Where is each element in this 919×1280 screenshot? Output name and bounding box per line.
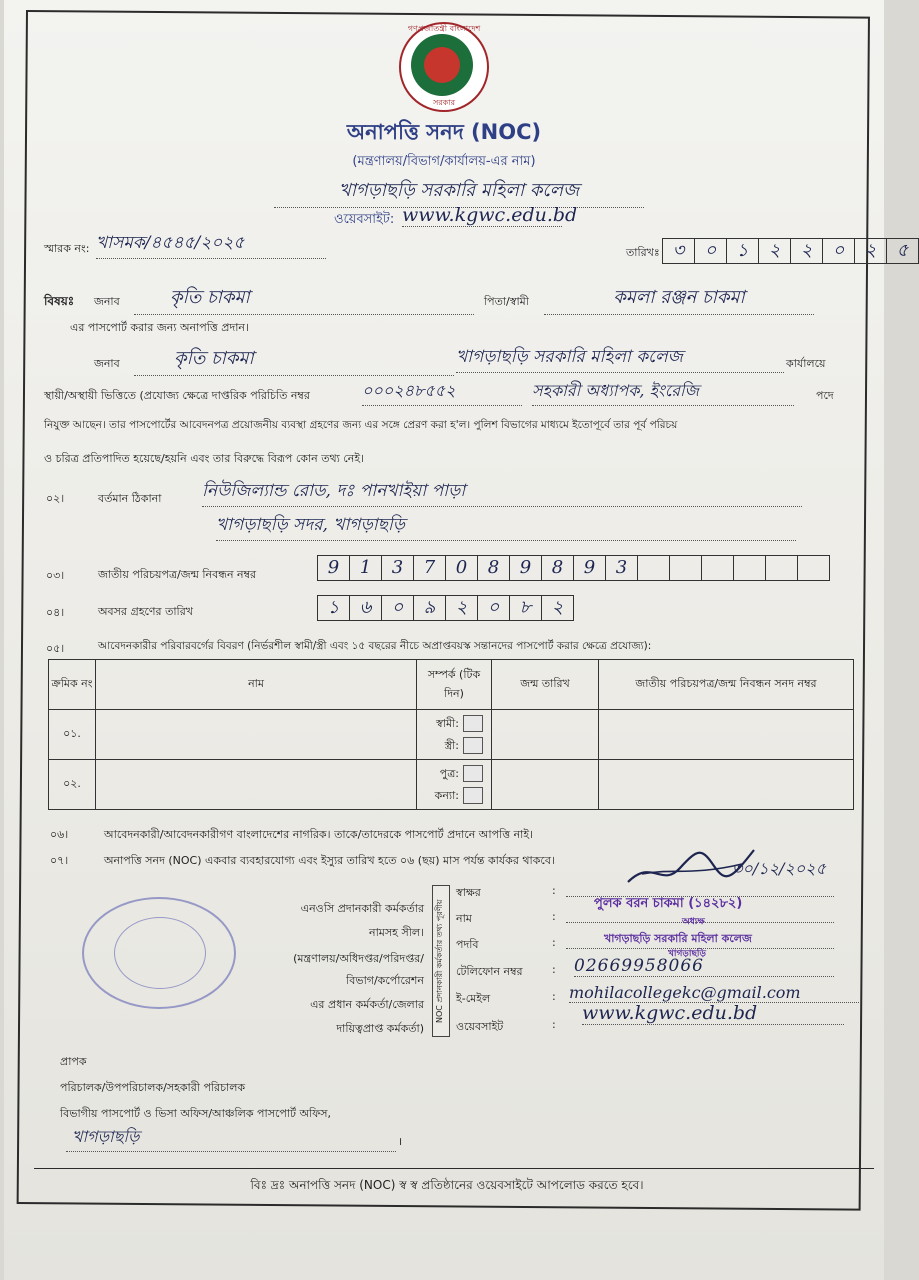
wife-checkbox[interactable] [463,737,483,754]
family-label: আবেদনকারীর পরিবারবর্গের বিবরণ (নির্ভরশীল স্বামী/স্ত্রী এবং ১৫ বছরের নীচে অপ্রাপ্তবয়স্ক সন্তানদের পাসপোর্ট করার ক্ষেত্রে প্রযোজ্য): [98,640,652,652]
nid-digit-box [765,555,798,581]
memo-label: স্মারক নং: [44,242,90,255]
nid-digit-box [701,555,734,581]
col-name: নাম [96,660,417,710]
page-title: অনাপত্তি সনদ (NOC) [346,120,542,144]
office-seal-stamp [82,897,236,1009]
nid-digit-box [733,555,766,581]
address-line-2: খাগড়াছড়ি সদর, খাগড়াছড়ি [216,512,796,541]
label-website: ওয়েবসাইট [456,1020,504,1033]
signatory-left-3: (মন্ত্রণালয়/অধিদপ্তর/পরিদপ্তর/ [293,952,424,965]
retirement-digit-box: ৮ [509,595,542,621]
recipient-label: প্রাপক [60,1055,87,1068]
father-name: কমলা রঞ্জন চাকমা [544,283,814,315]
nid-boxes [317,555,829,581]
nid-digit-box: 7 [413,555,446,581]
phone-value: 02669958066 [574,956,834,977]
nid-digit-box: 8 [477,555,510,581]
body-line-4: ও চরিত্র প্রতিপাদিত হয়েছে/হয়নি এবং তার বিরুদ্ধে বিরূপ কোন তথ্য নেই। [44,452,364,465]
designation-handwritten: সহকারী অধ্যাপক, ইংরেজি [532,378,794,406]
recipient-line-2: পরিচালক/উপপরিচালক/সহকারী পরিচালক [60,1081,246,1094]
signature-date: ৩০/১২/২০২৫ [732,859,826,878]
signatory-left-2: নামসহ সীল। [369,926,424,939]
nid-digit-box: 9 [509,555,542,581]
retirement-label: অবসর গ্রহণের তারিখ [98,605,193,618]
memo-number: খাসমক/৪৫৪৫/২০২৫ [96,230,326,259]
item-03-number: ০৩। [46,569,65,582]
col-birthdate: জন্ম তারিখ [492,660,599,710]
body-office: খাগড়াছড়ি সরকারি মহিলা কলেজ [456,344,784,373]
date-digit-box: ৩ [662,238,695,264]
nid-digit-box: 0 [445,555,478,581]
row-name-cell [96,760,417,810]
signatory-name-stamp: পুলক বরন চাকমা (১৪২৮২) [594,896,743,911]
label-phone: টেলিফোন নম্বর [456,965,523,978]
col-relation: সম্পর্ক (টিক দিন) [417,660,492,710]
row-nid-cell [599,710,854,760]
label-designation: পদবি [456,938,479,951]
body-janab: জনাব [94,357,120,370]
label-signature: স্বাক্ষর [456,886,481,899]
label-name: নাম [456,912,472,925]
note-06-text: আবেদনকারী/আবেদনকারীগণ বাংলাদেশের নাগরিক। তাকে/তাদেরকে পাসপোর্ট প্রদানে আপত্তি নাই। [104,828,534,841]
retirement-digit-box: ৬ [349,595,382,621]
label-email: ই-মেইল [456,992,491,1005]
retirement-digit-box: ৯ [413,595,446,621]
date-digit-box: ২ [790,238,823,264]
retirement-digit-box: ২ [541,595,574,621]
signatory-left-6: দায়িত্বপ্রাপ্ত কর্মকর্তা) [336,1022,424,1035]
nid-digit-box: 9 [317,555,350,581]
retirement-date-boxes [317,595,573,621]
issue-date-boxes [662,238,918,264]
date-digit-box: ১ [726,238,759,264]
nid-digit-box: 1 [349,555,382,581]
designation-stamp-2: খাগড়াছড়ি সরকারি মহিলা কলেজ [604,932,752,945]
retirement-digit-box: ২ [445,595,478,621]
row-nid-cell [599,760,854,810]
item-02-number: ০২। [46,492,65,505]
row-name-cell [96,710,417,760]
row-serial: ০২. [49,760,96,810]
subject-label: বিষয়ঃ [44,294,75,308]
designation-stamp-1: অধ্যক্ষ [682,917,705,927]
noc-paper: গণপ্রজাতন্ত্রী বাংলাদেশ সরকার অনাপত্তি সনদ (NOC) (মন্ত্রণালয়/বিভাগ/কার্যালয়-এর নাম) খাগড়াছড়ি সরকারি মহিলা কলেজ ওয়েবসাইট: www.kgwc.edu.bd স্মারক নং: খাসমক/৪৫৪৫/২০২৫ তারিখঃ ৩ ০ ১ ২ ২ ০ ২ ৫ বিষয়ঃ জনাব কৃতি চাকমা পিতা/স্বামী কমলা রঞ্জন চাকমা এর পাসপোর্ট করার জন্য অনাপত্তি প্রদান। জনাব কৃতি চাকমা খাগড়াছড়ি সরকারি মহিলা কলেজ কার্যালয়ে স্থায়ী/অস্থায়ী ভিত্তিতে (প্রযোজ্য ক্ষেত্রে দাপ্তরিক পরিচিতি নম্বর ০০০২৪৮৫৫২ সহকারী অধ্যাপক, ইংরেজি পদে নিযুক্ত আছেন। তার পাসপোর্টের আবেদনপত্র প্রয়োজনীয় ব্যবস্থা গ্রহণের জন্য এর সঙ্গে প্রেরণ করা হ'ল। পুলিশ বিভাগের মাধ্যমে ইতোপূর্বে তার পূর্ব পরিচয় ও চরিত্র প্রতিপাদিত হয়েছে/হয়নি এবং তার বিরুদ্ধে বিরূপ কোন তথ্য নেই। ০২। বর্তমান ঠিকানা নিউজিল্যান্ড রোড, দঃ পানখাইয়া পাড়া খাগড়াছড়ি সদর, খাগড়াছড়ি ০৩। জাতীয় পরিচয়পত্র/জন্ম নিবন্ধন নম্বর 9 1 3 7 0 8 9 8 9 3 ০৪। অবসর গ্রহণের তারিখ ১ ৬ ০ ৯ ২ ০ ৮ ২ ০৫। আবেদনকারীর পরিবারবর্গের বিবরণ (নির্ভরশীল স্বামী/স্ত্রী এবং ১৫ বছরের নীচে অপ্রাপ্তবয়স্ক সন্তানদের পাসপোর্ট করার ক্ষেত্রে প্রযোজ্য): ক্রমিক নং নাম সম্পর্ক (টিক দিন) জন্ম তারিখ জাতীয় পরিচয়পত্র/জন্ম নিবন্ধন সনদ নম্বর ০১. স্বামী: স্ত্রী: ০২. পুত্র: কন্যা: ০৬। আবেদনকারী/আবেদনকারীগণ বাংলাদেশের নাগরিক। তাকে/তাদেরকে পাসপোর্ট প্রদানে আপত্তি নাই। ০৭। অনাপত্তি সনদ (NOC) একবার ব্যবহারযোগ্য এবং ইস্যুর তারিখ হতে ০৬ (ছয়) মাস পর্যন্ত কার্যকর থাকবে। এনওসি প্রদানকারী কর্মকর্তার নামসহ সীল। (মন্ত্রণালয়/অধিদপ্তর/পরিদপ্তর/ বিভাগ/কর্পোরেশন এর প্রধান কর্মকর্তা/জেলার দায়িত্বপ্রাপ্ত কর্মকর্তা) NOC প্রদানকারী কর্মকর্তার তথ্য পূরণীয় স্বাক্ষর নাম পদবি টেলিফোন নম্বর ই-মেইল ওয়েবসাইট : : : : : : ৩০/১২/২০২৫ পুলক বরন চাকমা (১৪২৮২) অধ্যক্ষ খাগড়াছড়ি সরকারি মহিলা কলেজ খাগড়াছড়ি 02669958066 mohilacollegekc@gmail.com www.kgwc.edu.bd প্রাপক পরিচালক/উপপরিচালক/সহকারী পরিচালক বিভাগীয় পাসপোর্ট ও ভিসা অফিস/আঞ্চলিক পাসপোর্ট অফিস, খাগড়াছড়ি । বিঃ দ্রঃ অনাপত্তি সনদ (NOC) স্ব স্ব প্রতিষ্ঠানের ওয়েবসাইটে আপলোড করতে হবে। [4,0,884,1280]
date-digit-box: ২ [758,238,791,264]
row-birthdate-cell [492,760,599,810]
recipient-end: । [398,1135,403,1148]
date-digit-box: ০ [694,238,727,264]
address-label: বর্তমান ঠিকানা [98,492,162,505]
retirement-digit-box: ০ [381,595,414,621]
date-digit-box: ০ [822,238,855,264]
table-row [49,710,854,760]
note-07-number: ০৭। [50,854,69,867]
note-07-text: অনাপত্তি সনদ (NOC) একবার ব্যবহারযোগ্য এবং ইস্যুর তারিখ হতে ০৬ (ছয়) মাস পর্যন্ত কার্যকর থাকবে। [104,854,555,867]
nid-digit-box [637,555,670,581]
address-line-1: নিউজিল্যান্ড রোড, দঃ পানখাইয়া পাড়া [202,478,802,507]
relation-son-label: পুত্র: [439,766,459,780]
government-emblem-icon [399,22,489,112]
page-subtitle: (মন্ত্রণালয়/বিভাগ/কার্যালয়-এর নাম) [352,154,536,169]
signatory-left-4: বিভাগ/কর্পোরেশন [346,974,424,987]
body-name: কৃতি চাকমা [134,344,454,376]
nid-digit-box: 3 [605,555,638,581]
noc-officer-vertical-label: NOC প্রদানকারী কর্মকর্তার তথ্য পূরণীয় [432,885,450,1037]
footer-note: বিঃ দ্রঃ অনাপত্তি সনদ (NOC) স্ব স্ব প্রতিষ্ঠানের ওয়েবসাইটে আপলোড করতে হবে। [250,1178,644,1192]
nid-label: জাতীয় পরিচয়পত্র/জন্ম নিবন্ধন নম্বর [98,568,257,581]
subject-name: কৃতি চাকমা [134,283,474,315]
body-line-2: স্থায়ী/অস্থায়ী ভিত্তিতে (প্রযোজ্য ক্ষেত্রে দাপ্তরিক পরিচিতি নম্বর [44,389,310,402]
date-digit-box: ২ [854,238,887,264]
nid-digit-box [669,555,702,581]
emblem-bottom-text: সরকার [432,98,455,107]
nid-digit-box: 8 [541,555,574,581]
relation-wife-label: স্ত্রী: [444,738,459,752]
body-office-suffix: কার্যালয়ে [786,357,826,370]
item-05-number: ০৫। [46,642,65,655]
signatory-left-5: এর প্রধান কর্মকর্তা/জেলার [310,998,424,1011]
website-label: ওয়েবসাইট: [334,212,395,227]
table-row [49,760,854,810]
son-checkbox[interactable] [463,765,483,782]
emblem-top-text: গণপ্রজাতন্ত্রী বাংলাদেশ [407,24,481,33]
retirement-digit-box: ১ [317,595,350,621]
item-04-number: ০৪। [46,606,65,619]
date-label: তারিখঃ [626,246,660,259]
relation-daughter-label: কন্যা: [434,788,459,802]
office-name-handwritten: খাগড়াছড়ি সরকারি মহিলা কলেজ [274,176,644,208]
post-suffix: পদে [816,389,834,402]
row-birthdate-cell [492,710,599,760]
retirement-digit-box: ০ [477,595,510,621]
nid-digit-box: 9 [573,555,606,581]
subject-janab: জনাব [94,295,120,308]
note-06-number: ০৬। [50,828,69,841]
body-line-3: নিযুক্ত আছেন। তার পাসপোর্টের আবেদনপত্র প্রয়োজনীয় ব্যবস্থা গ্রহণের জন্য এর সঙ্গে প্রেরণ করা হ'ল। পুলিশ বিভাগের মাধ্যমে ইতোপূর্বে তার পূর্ব পরিচয় [44,419,678,431]
family-table [48,659,854,810]
email-value: mohilacollegekc@gmail.com [569,983,859,1003]
website-handwritten: www.kgwc.edu.bd [402,204,578,226]
daughter-checkbox[interactable] [463,787,483,804]
recipient-place: খাগড়াছড়ি [66,1124,396,1152]
official-id: ০০০২৪৮৫৫২ [362,378,522,406]
subject-line-2: এর পাসপোর্ট করার জন্য অনাপত্তি প্রদান। [70,321,249,334]
row-serial: ০১. [49,710,96,760]
signatory-website-value: www.kgwc.edu.bd [582,1002,844,1025]
designation-stamp-3: খাগড়াছড়ি [668,949,706,959]
relation-husband-label: স্বামী: [436,716,459,730]
husband-checkbox[interactable] [463,715,483,732]
father-label: পিতা/স্বামী [484,295,529,308]
date-digit-box: ৫ [886,238,919,264]
footer-divider [34,1168,874,1169]
signatory-left-1: এনওসি প্রদানকারী কর্মকর্তার [300,902,424,915]
nid-digit-box: 3 [381,555,414,581]
nid-digit-box [797,555,830,581]
recipient-line-3: বিভাগীয় পাসপোর্ট ও ভিসা অফিস/আঞ্চলিক পাসপোর্ট অফিস, [60,1107,331,1120]
col-serial: ক্রমিক নং [49,660,96,710]
col-nid: জাতীয় পরিচয়পত্র/জন্ম নিবন্ধন সনদ নম্বর [599,660,854,710]
